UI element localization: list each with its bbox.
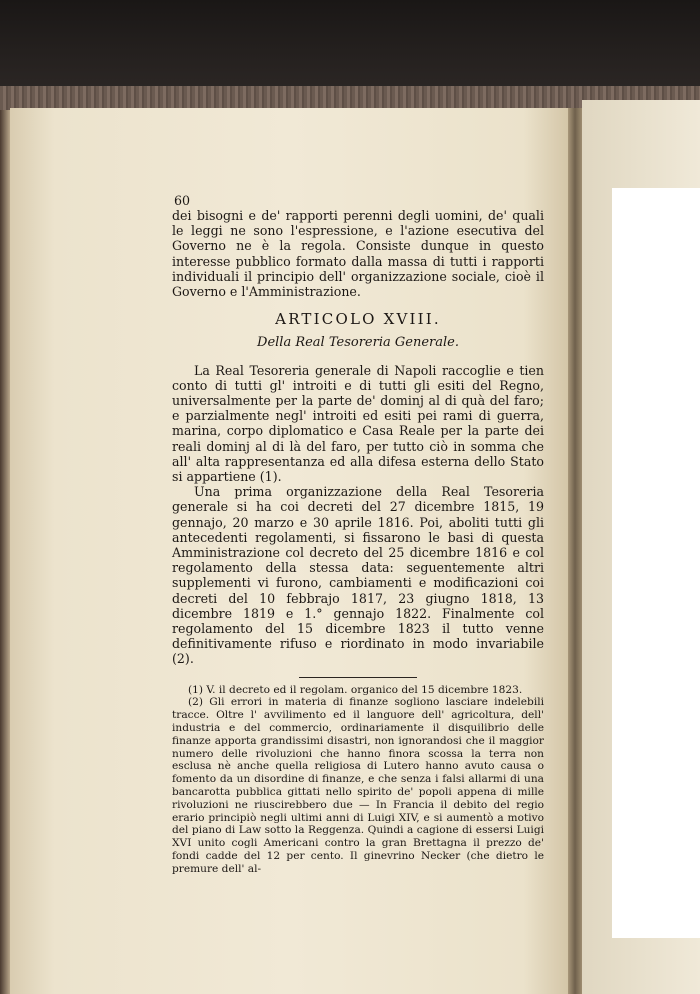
facing-page-mask [612, 188, 700, 938]
article-heading: ARTICOLO XVIII. [275, 310, 441, 329]
body-paragraph-2: Una prima organizzazione della Real Tesoreria generale si ha coi decreti del 27 dicembre 1815, 19 gennajo, 20 marzo e 30 aprile 1816. Poi, aboliti tutti gli antecedenti regolamenti, si fissarono le basi di questa Amministrazione col decreto del 25 dicembre 1816 e col regolamento della stessa data: seguentemente altri supplementi vi furono, cambiamenti e modificazioni coi decreti del 10 febbrajo 1817, 23 giugno 1818, 13 dicembre 1819 e 1.° gennajo 1822. Finalmente col regolamento del 15 dicembre 1823 il tutto venne definitivamente rifuso e riordinato in modo invariabile (2). [172, 484, 544, 667]
body-paragraph-1: La Real Tesoreria generale di Napoli raccoglie e tien conto di tutti gl' introiti e di tutti gli esiti del Regno, universalmente per la parte de' dominj al di quà del faro; e parzialmente negl' introiti ed esiti pei rami di guerra, marina, corpo diplomatico e Casa Reale per la parte dei reali dominj al di là del faro, per tutto ciò in somma che all' alta rappresentanza ed alla difesa esterna dello Stato si appartiene (1). [172, 362, 544, 485]
footnote-1: (1) V. il decreto ed il regolam. organico del 15 dicembre 1823. [188, 683, 523, 696]
opening-paragraph: dei bisogni e de' rapporti perenni degli uomini, de' quali le leggi ne sono l'espressione, e l'azione esecutiva del Governo ne è la regola. Consiste dunque in questo interesse pubblico formato dalla massa di tutti i rapporti individuali il principio dell' organizzazione sociale, cioè il Governo e l'Amministrazione. [172, 208, 544, 300]
article-subheading: Della Real Tesoreria Generale. [257, 335, 459, 351]
page-text [172, 194, 544, 876]
footnote-rule [299, 677, 417, 678]
scanner-background-top [0, 0, 700, 88]
page-number: 60 [174, 193, 191, 208]
footnotes [172, 684, 544, 876]
book-gutter [568, 108, 582, 994]
page-stack-edge [0, 110, 10, 994]
footnote-2: (2) Gli errori in materia di finanze sogliono lasciare indelebili tracce. Oltre l' avvilimento ed il languore dell' agricoltura, dell' industria e del commercio, ordinariamente il disquilibrio delle finanze apporta grandissimi disastri, non ignorandosi che il maggior numero delle rivoluzioni che hanno finora scossa la terra non esclusa nè anche quella religiosa di Lutero hanno avuto causa o fomento da un disordine di finanze, e che senza i falsi allarmi di una bancarotta pubblica gittati nello spirito de' popoli appena di mille rivoluzioni ne riuscirebbero due — In Francia il debito del regio erario principiò negli ultimi anni di Luigi XIV, e si aumentò a motivo del piano di Law sotto la Reggenza. Quindi a cagione di essersi Luigi XVI unito cogli Americani contro la gran Brettagna il prezzo de' fondi cadde del 12 per cento. Il ginevrino Necker (che dietro le premure dell' al- [172, 696, 544, 875]
